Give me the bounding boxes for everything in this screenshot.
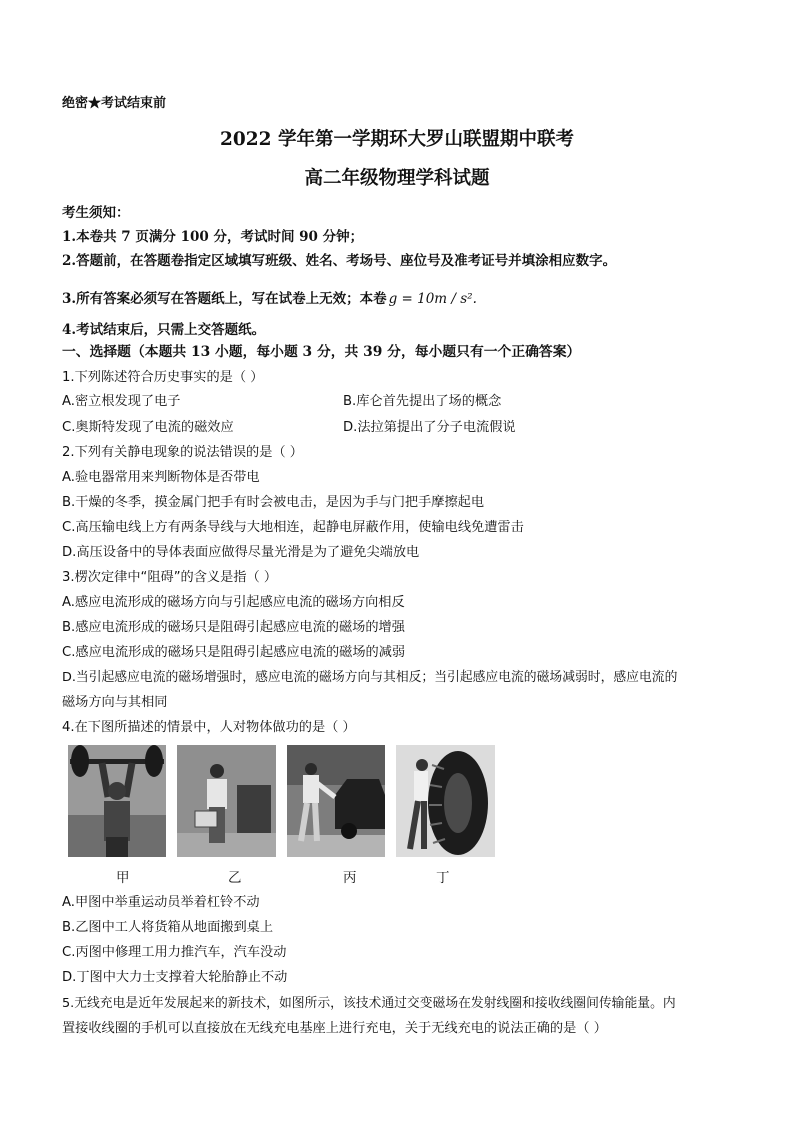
tire-figure <box>396 745 495 857</box>
worker-box-figure <box>177 745 276 857</box>
q1-option-a: A.密立根发现了电子 <box>62 394 181 409</box>
q5-stem-line1: 5.无线充电是近年发展起来的新技术，如图所示，该技术通过交变磁场在发射线圈和接收线圈间传输能量。内 <box>62 996 676 1011</box>
caption-ding: 丁 <box>436 870 450 886</box>
photo-pushing-car <box>287 745 385 857</box>
q1-stem: 1.下列陈述符合历史事实的是（ ） <box>62 370 264 385</box>
q4-option-d: D.丁图中大力士支撑着大轮胎静止不动 <box>62 970 288 985</box>
section-heading: 一、选择题（本题共 13 小题，每小题 3 分，共 39 分，每小题只有一个正确答案） <box>62 344 581 360</box>
q2-option-d: D.高压设备中的导体表面应做得尽量光滑是为了避免尖端放电 <box>62 545 420 560</box>
notice-item-2: 2.答题前，在答题卷指定区域填写班级、姓名、考场号、座位号及准考证号并填涂相应数字。 <box>62 253 617 269</box>
caption-yi: 乙 <box>228 870 242 886</box>
notice-item-1: 1.本卷共 7 页满分 100 分，考试时间 90 分钟； <box>62 229 364 245</box>
q3-option-d-line2: 磁场方向与其相同 <box>62 695 168 710</box>
q3-option-a: A.感应电流形成的磁场方向与引起感应电流的磁场方向相反 <box>62 595 405 610</box>
notice-item-3-text: 3.所有答案必须写在答题纸上，写在试卷上无效；本卷 <box>62 291 387 307</box>
weightlifter-figure <box>68 745 166 857</box>
q4-option-a: A.甲图中举重运动员举着杠铃不动 <box>62 895 260 910</box>
q3-stem: 3.楞次定律中“阻碍”的含义是指（ ） <box>62 570 278 585</box>
q1-option-d: D.法拉第提出了分子电流假说 <box>343 420 516 435</box>
photo-worker-box <box>177 745 276 857</box>
q2-stem: 2.下列有关静电现象的说法错误的是（ ） <box>62 445 303 460</box>
q2-option-c: C.高压输电线上方有两条导线与大地相连，起静电屏蔽作用，使输电线免遭雷击 <box>62 520 524 535</box>
q3-option-d-line1: D.当引起感应电流的磁场增强时，感应电流的磁场方向与其相反；当引起感应电流的磁场减弱时，感应电流的 <box>62 670 678 685</box>
gravity-value: g = 10m / s². <box>388 291 477 307</box>
pushing-car-figure <box>287 745 385 857</box>
notice-item-3 <box>62 287 477 307</box>
caption-jia: 甲 <box>116 870 130 886</box>
q4-option-c: C.丙图中修理工用力推汽车，汽车没动 <box>62 945 287 960</box>
q3-option-c: C.感应电流形成的磁场只是阻碍引起感应电流的磁场的减弱 <box>62 645 406 660</box>
confidential-label: 绝密★考试结束前 <box>62 96 167 111</box>
q1-option-b: B.库仑首先提出了场的概念 <box>343 394 502 409</box>
exam-subtitle: 高二年级物理学科试题 <box>304 168 490 189</box>
q5-stem-line2: 置接收线圈的手机可以直接放在无线充电基座上进行充电，关于无线充电的说法正确的是（ ） <box>62 1021 607 1036</box>
photo-tire <box>396 745 495 857</box>
notice-item-4: 4.考试结束后，只需上交答题纸。 <box>62 322 266 338</box>
q4-option-b: B.乙图中工人将货箱从地面搬到桌上 <box>62 920 274 935</box>
q4-stem: 4.在下图所描述的情景中，人对物体做功的是（ ） <box>62 720 356 735</box>
q2-option-a: A.验电器常用来判断物体是否带电 <box>62 470 260 485</box>
q1-option-c: C.奥斯特发现了电流的磁效应 <box>62 420 234 435</box>
q2-option-b: B.干燥的冬季，摸金属门把手有时会被电击，是因为手与门把手摩擦起电 <box>62 495 485 510</box>
photo-weightlifter <box>68 745 166 857</box>
exam-title: 2022 学年第一学期环大罗山联盟期中联考 <box>220 129 574 150</box>
caption-bing: 丙 <box>343 870 357 886</box>
q3-option-b: B.感应电流形成的磁场只是阻碍引起感应电流的磁场的增强 <box>62 620 405 635</box>
notice-heading: 考生须知： <box>62 205 130 221</box>
